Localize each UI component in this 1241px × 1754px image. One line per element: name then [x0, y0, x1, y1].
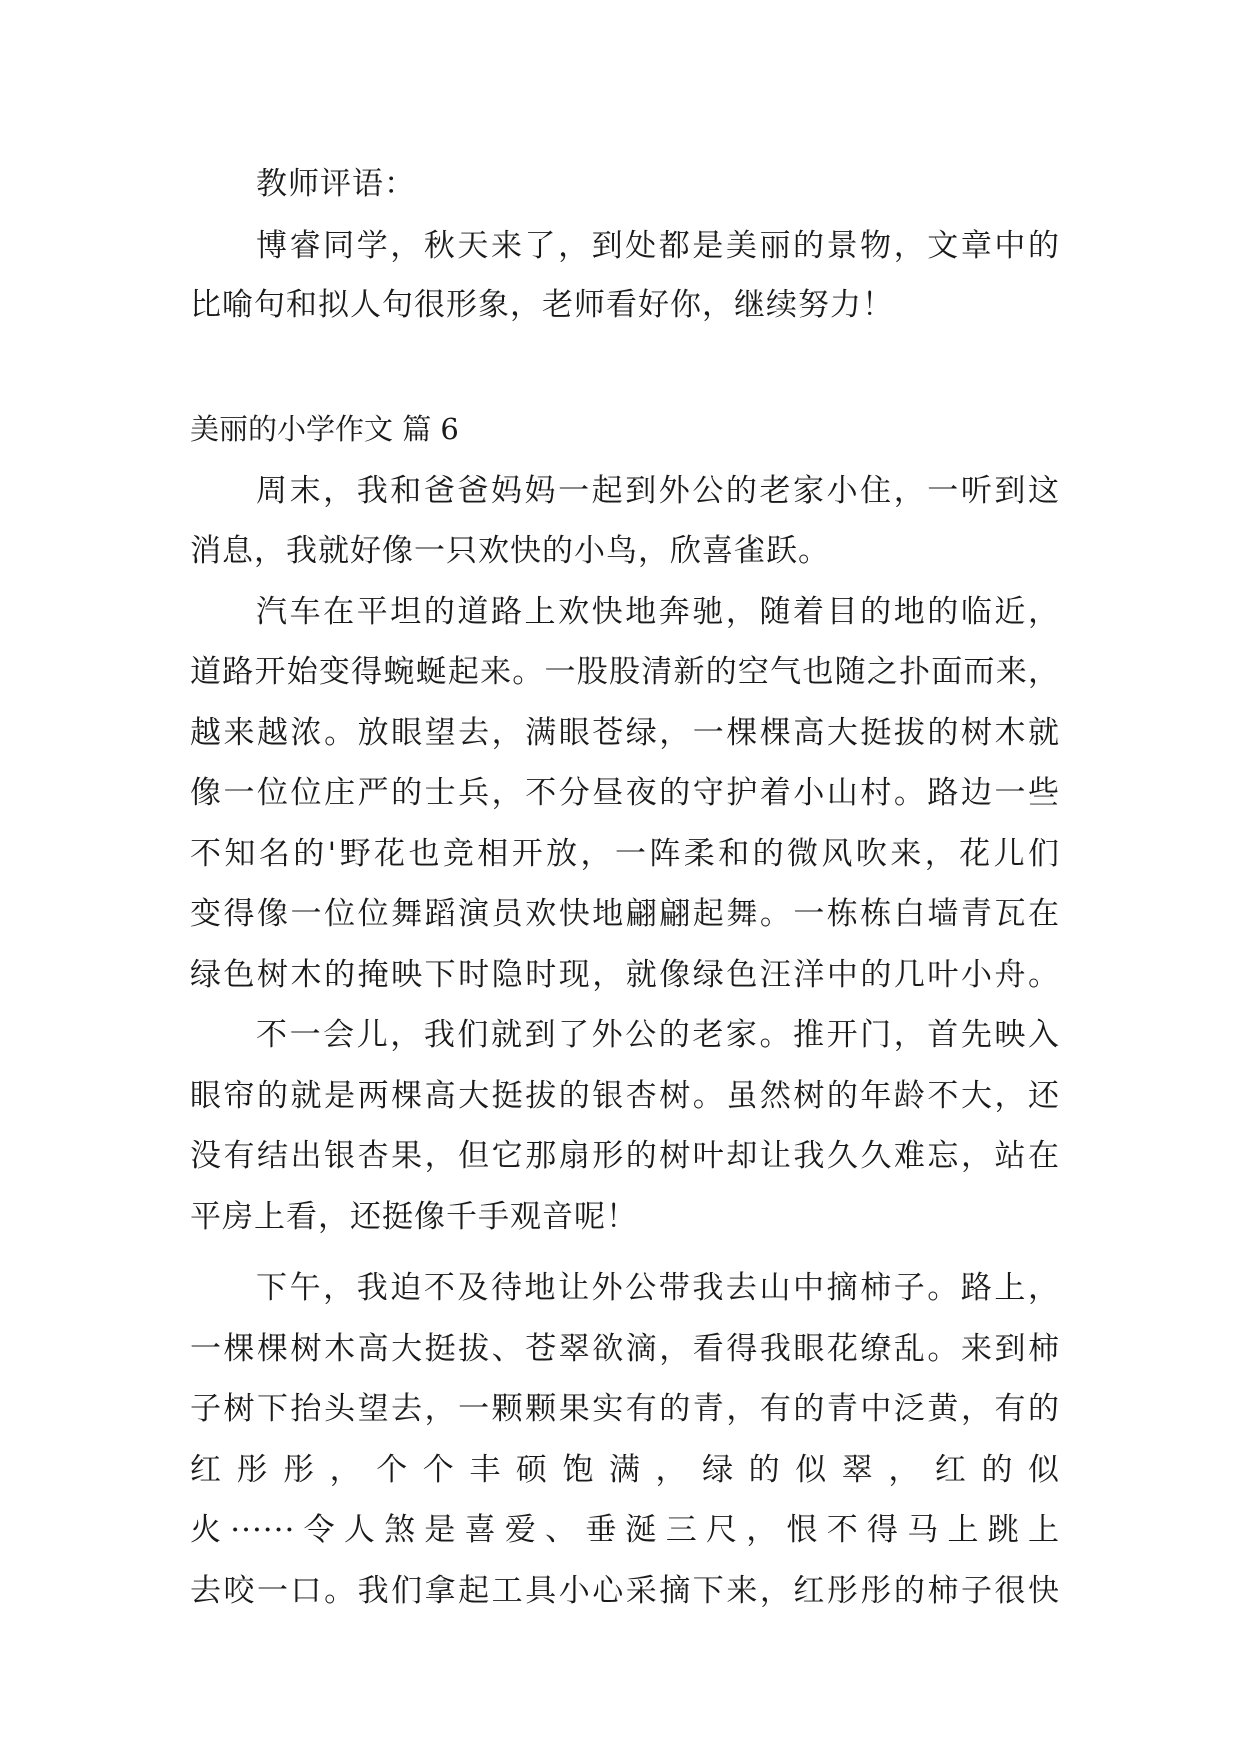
essay-line: 像一位位庄严的士兵，不分昼夜的守护着小山村。路边一些: [190, 775, 1060, 811]
essay-line: 道路开始变得蜿蜒起来。一股股清新的空气也随之扑面而来，: [190, 654, 1060, 690]
essay-line: 绿色树木的掩映下时隐时现，就像绿色汪洋中的几叶小舟。: [190, 957, 1060, 993]
essay-line: 周末，我和爸爸妈妈一起到外公的老家小住，一听到这: [256, 473, 1060, 509]
essay-line: 不知名的'野花也竞相开放，一阵柔和的微风吹来，花儿们: [190, 836, 1060, 872]
essay-line: 子树下抬头望去，一颗颗果实有的青，有的青中泛黄，有的: [190, 1391, 1060, 1427]
essay-line: 不一会儿，我们就到了外公的老家。推开门，首先映入: [256, 1017, 1060, 1053]
essay-line: 下午，我迫不及待地让外公带我去山中摘柿子。路上，: [256, 1270, 1060, 1306]
essay-line: 消息，我就好像一只欢快的小鸟，欣喜雀跃。: [190, 533, 830, 569]
essay-line: 没有结出银杏果，但它那扇形的树叶却让我久久难忘，站在: [190, 1138, 1060, 1174]
teacher-comment-line: 博睿同学，秋天来了，到处都是美丽的景物，文章中的: [256, 228, 1060, 264]
essay-line: 汽车在平坦的道路上欢快地奔驰，随着目的地的临近，: [256, 594, 1060, 630]
essay-line: 去咬一口。我们拿起工具小心采摘下来，红彤彤的柿子很快: [190, 1573, 1060, 1609]
essay-title: 美丽的小学作文 篇 6: [190, 412, 459, 446]
essay-line: 火······令人煞是喜爱、垂涎三尺，恨不得马上跳上: [190, 1512, 1060, 1548]
essay-line: 眼帘的就是两棵高大挺拔的银杏树。虽然树的年龄不大，还: [190, 1078, 1060, 1114]
essay-line: 红彤彤，个个丰硕饱满，绿的似翠，红的似: [190, 1452, 1060, 1488]
teacher-comment-heading: 教师评语：: [256, 166, 416, 202]
essay-line: 变得像一位位舞蹈演员欢快地翩翩起舞。一栋栋白墙青瓦在: [190, 896, 1060, 932]
teacher-comment-line: 比喻句和拟人句很形象，老师看好你，继续努力！: [190, 287, 894, 323]
essay-line: 一棵棵树木高大挺拔、苍翠欲滴，看得我眼花缭乱。来到柿: [190, 1331, 1060, 1367]
essay-line: 越来越浓。放眼望去，满眼苍绿，一棵棵高大挺拔的树木就: [190, 715, 1060, 751]
essay-line: 平房上看，还挺像千手观音呢！: [190, 1199, 638, 1235]
